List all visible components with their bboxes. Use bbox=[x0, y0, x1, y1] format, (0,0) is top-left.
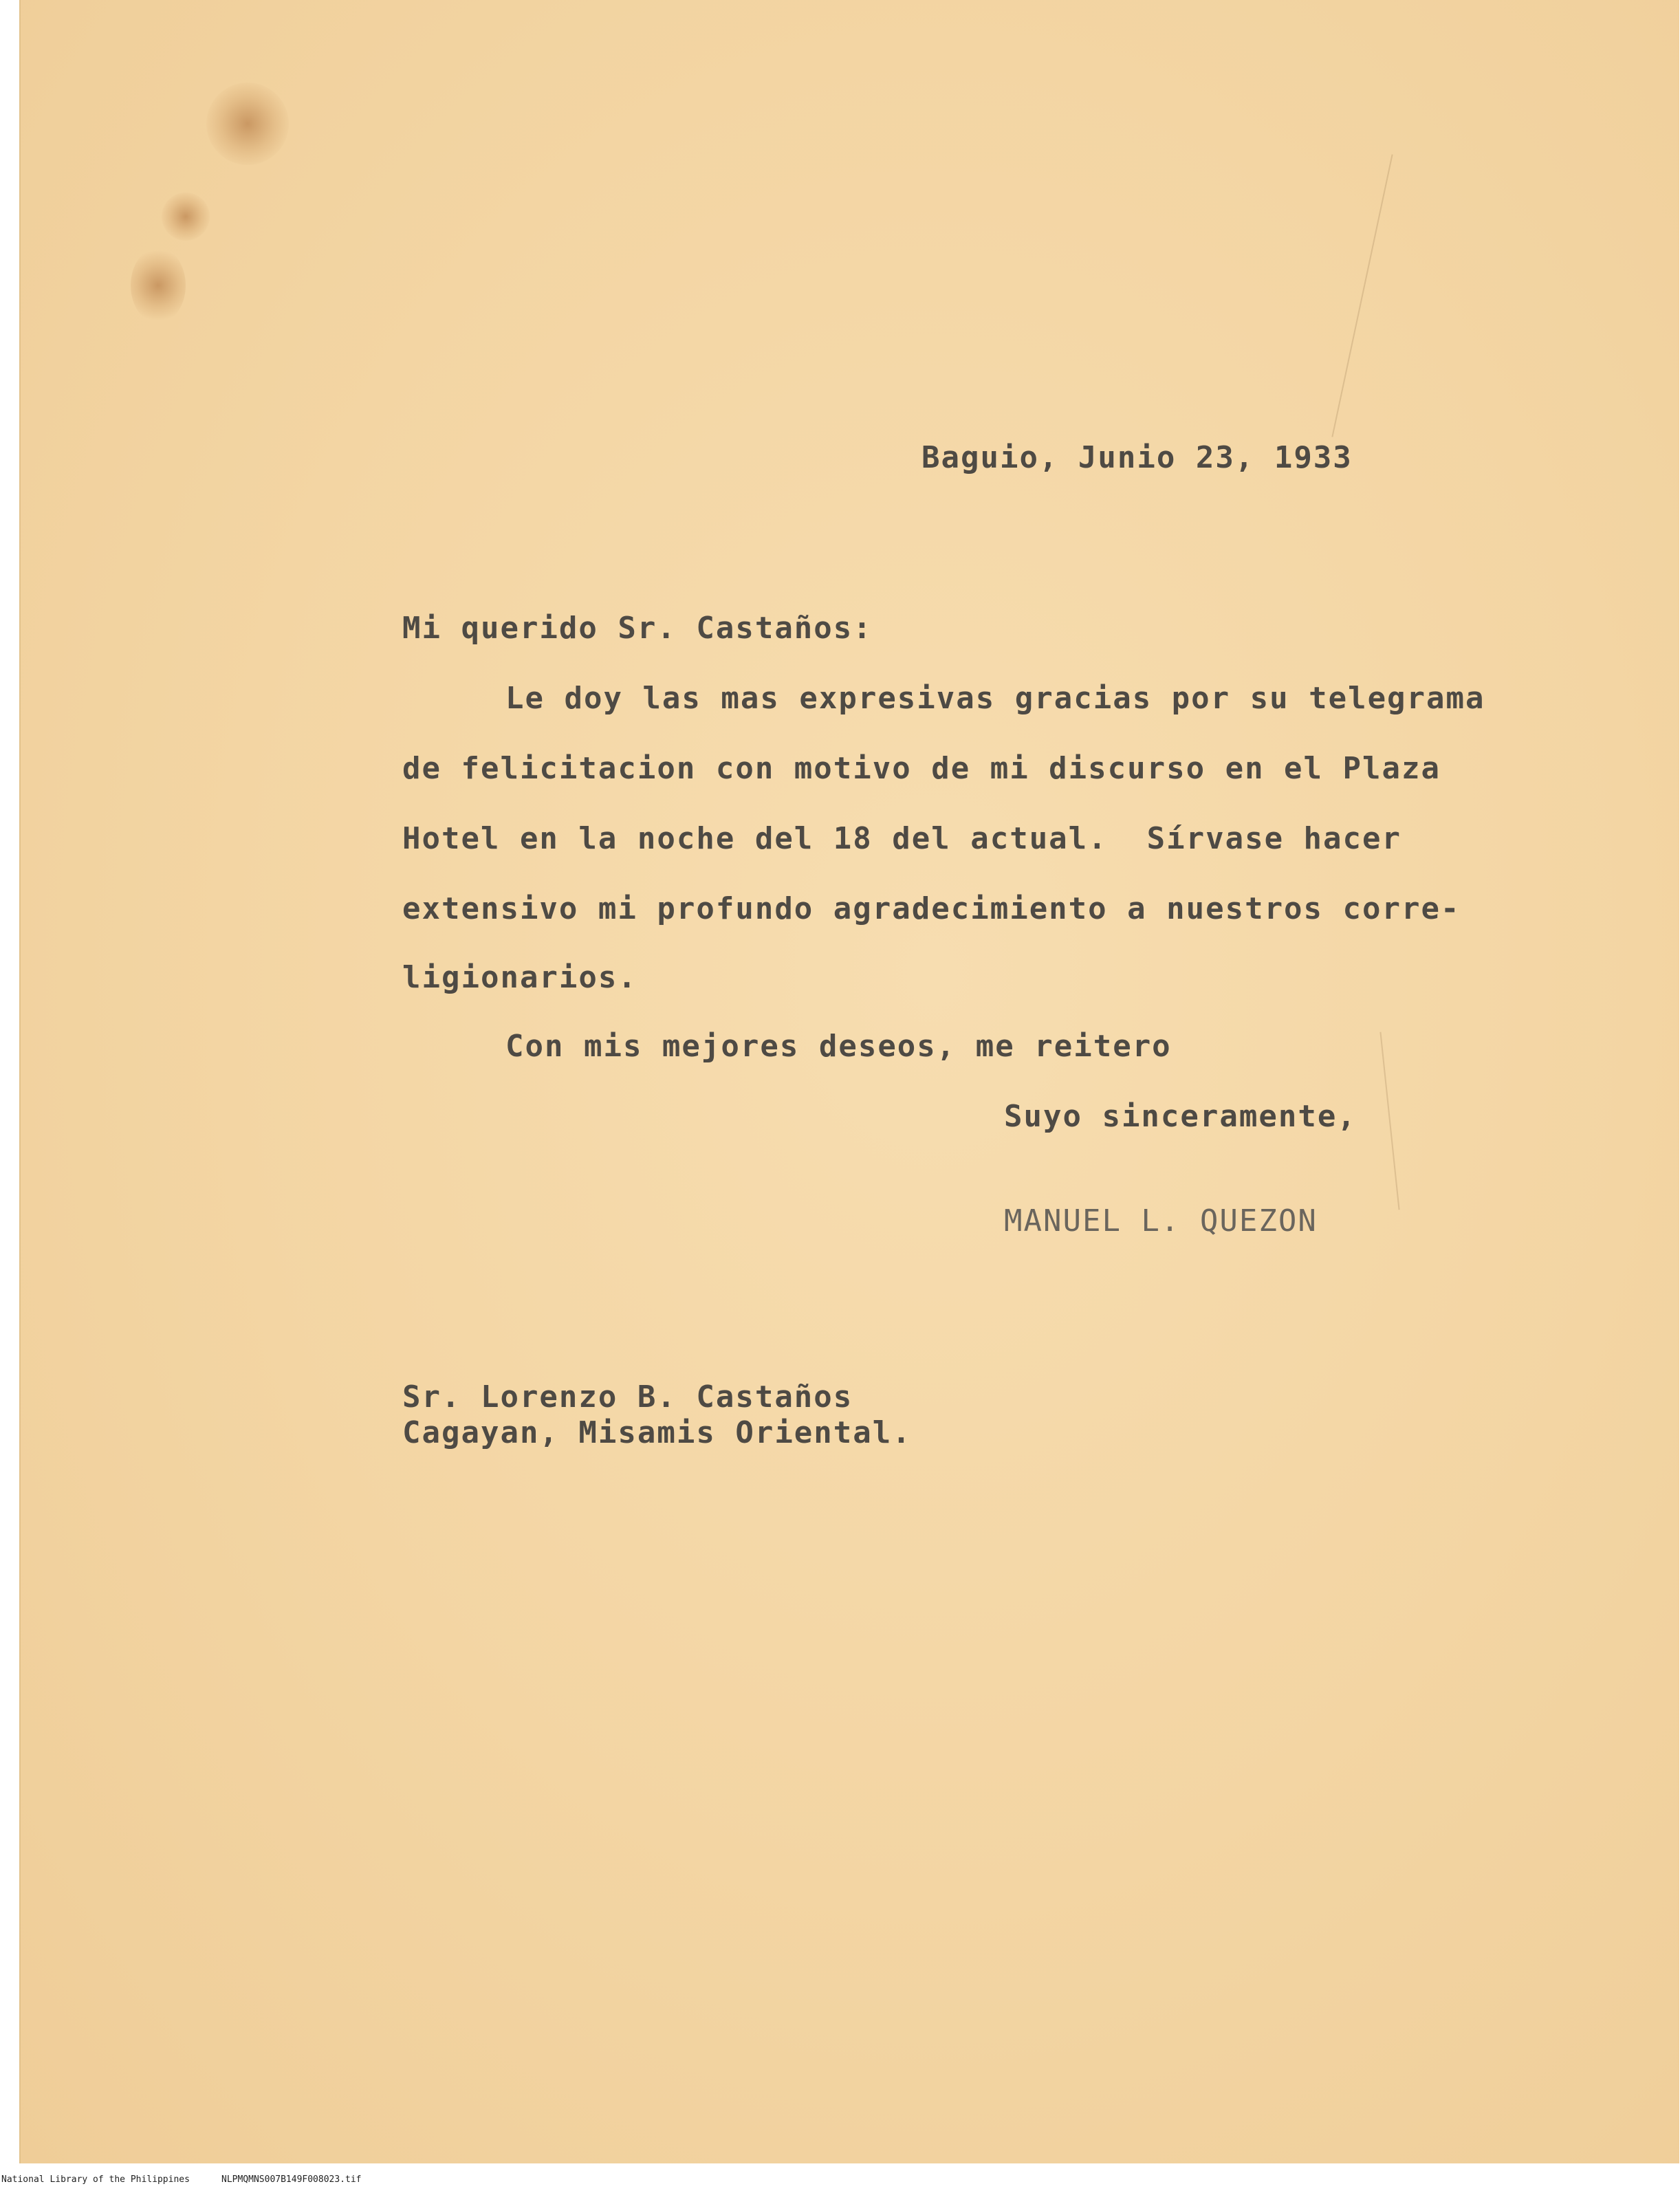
rust-stain-top bbox=[206, 83, 289, 165]
scan-footer bbox=[0, 2173, 1680, 2187]
recipient-address: Cagayan, Misamis Oriental. bbox=[402, 1415, 912, 1450]
letter-sheet bbox=[19, 0, 1679, 2163]
closing-line: Con mis mejores deseos, me reitero bbox=[505, 1029, 1172, 1064]
paper-crease bbox=[1331, 154, 1393, 437]
body-line: ligionarios. bbox=[402, 960, 637, 995]
salutation: Mi querido Sr. Castaños: bbox=[402, 611, 873, 646]
body-line: extensivo mi profundo agradecimiento a nuestros corre- bbox=[402, 891, 1461, 926]
signature-name: MANUEL L. QUEZON bbox=[1004, 1203, 1318, 1239]
paper-crease-right bbox=[1379, 1032, 1399, 1210]
footer-file-id: NLPMQMNS007B149F008023.tif bbox=[221, 2174, 362, 2185]
footer-institution: National Library of the Philippines bbox=[1, 2174, 190, 2185]
complimentary-close: Suyo sinceramente, bbox=[1004, 1099, 1357, 1134]
body-line: Le doy las mas expresivas gracias por su telegrama bbox=[505, 681, 1485, 716]
body-line: Hotel en la noche del 18 del actual. Sírvase hacer bbox=[402, 821, 1402, 856]
recipient-name: Sr. Lorenzo B. Castaños bbox=[402, 1379, 853, 1415]
date-line: Baguio, Junio 23, 1933 bbox=[921, 440, 1353, 475]
body-line: de felicitacion con motivo de mi discurso en el Plaza bbox=[402, 751, 1441, 786]
rust-stain-middle bbox=[162, 193, 210, 241]
rust-stain-lower bbox=[131, 248, 186, 323]
